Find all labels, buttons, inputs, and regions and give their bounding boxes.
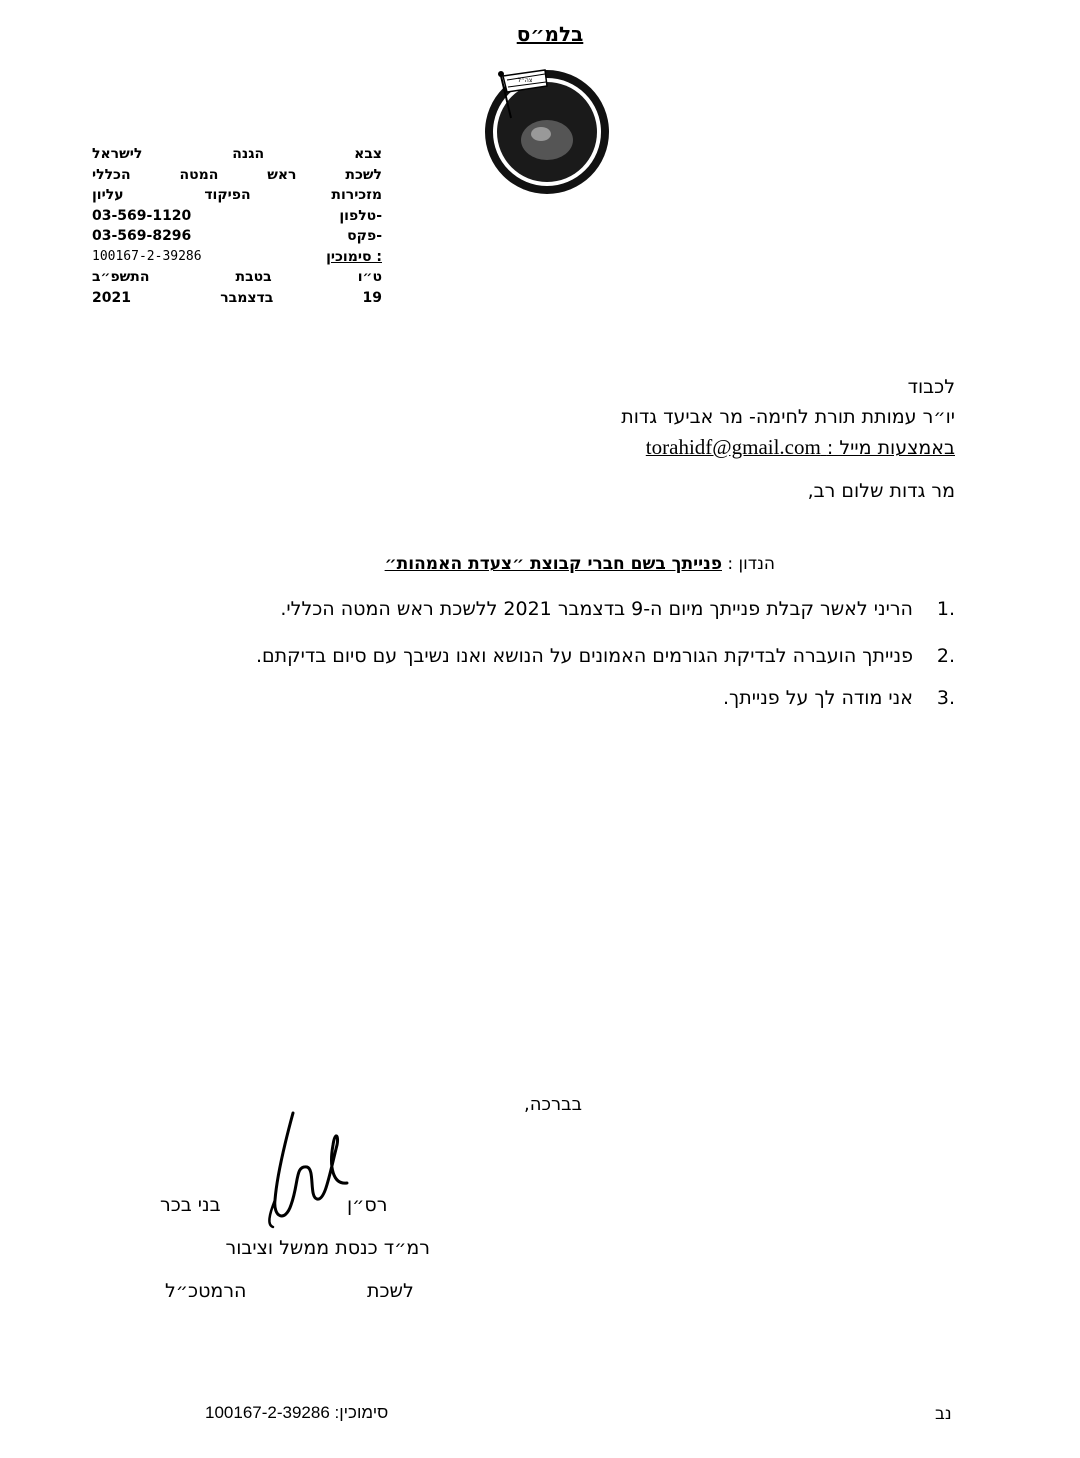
sender-row: [92, 144, 382, 165]
sender-cell: ראש: [267, 166, 297, 183]
paragraph-number: 2.: [936, 645, 955, 667]
greeting: מר גדות שלום רב,: [807, 480, 955, 502]
sender-cell: עליון: [92, 187, 124, 203]
paragraph-text: אני מודה לך על פנייתך.: [722, 687, 913, 709]
signatory-office-2: הרמטכ״ל: [165, 1280, 247, 1302]
email-address[interactable]: torahidf@gmail.com: [645, 435, 821, 459]
paragraph-1: [280, 598, 955, 620]
paragraph-text: פנייתך הועברה לבדיקת הגורמים האמונים על הנושא ואנו נשיבך עם סיום בדיקתם.: [256, 645, 913, 667]
paragraph-text: הריני לאשר קבלת פנייתך מיום ה-9 בדצמבר 2021 ללשכת ראש המטה הכללי.: [280, 598, 913, 620]
sender-cell: בדצמבר: [220, 289, 274, 306]
paragraph-3: [723, 687, 955, 709]
phone-number: 03-569-1120: [92, 207, 192, 224]
addressee-block: [455, 372, 955, 463]
sender-row: [92, 165, 382, 186]
classification-label: בלמ״ס: [516, 22, 584, 46]
fax-label: פקס-: [347, 228, 382, 244]
sender-cell: הגנה: [232, 146, 265, 162]
via-label: באמצעות מייל :: [826, 437, 955, 459]
subject-text: פנייתך בשם חברי קבוצת ״צעדת האמהות״: [384, 554, 722, 574]
emblem-logo: [475, 58, 615, 198]
sender-cell: 19: [362, 289, 382, 306]
sender-row-date: [92, 288, 382, 309]
subject-label: הנדון :: [727, 554, 775, 574]
paragraph-2: [256, 645, 955, 667]
paragraph-number: 3.: [936, 687, 955, 709]
sender-cell: ט״ו: [357, 269, 382, 285]
sender-cell: התשפ״ב: [92, 269, 150, 285]
sender-row-hebrew-date: [92, 267, 382, 288]
recipient-line: יו״ר עמותת תורת לחימה- מר אביעד גדות: [621, 406, 955, 428]
sender-cell: 2021: [92, 289, 131, 306]
sender-cell: צבא: [354, 146, 382, 162]
sender-block: [92, 144, 382, 308]
paragraph-number: 1.: [936, 598, 955, 620]
sender-cell: מזכירות: [331, 187, 382, 203]
sender-row-fax: [92, 226, 382, 247]
signatory-office-1: לשכת: [367, 1280, 414, 1302]
sender-cell: לישראל: [92, 146, 143, 162]
closing: בברכה,: [524, 1094, 582, 1115]
sender-row: [92, 185, 382, 206]
sender-row-reference: [92, 247, 382, 268]
sender-cell: בטבת: [235, 269, 272, 285]
sender-cell: הכללי: [92, 166, 131, 183]
svg-text:צה״ל: צה״ל: [517, 77, 533, 84]
phone-label: טלפון-: [339, 207, 382, 224]
signatory-rank: רס״ן: [347, 1194, 388, 1216]
reference-number: 100167-2-39286: [92, 248, 202, 264]
sender-row-phone: [92, 206, 382, 227]
salutation: לכבוד: [907, 376, 955, 398]
subject-line: [385, 554, 775, 574]
signatory-title: רמ״ד כנסת ממשל וציבור: [225, 1237, 430, 1259]
fax-number: 03-569-8296: [92, 228, 192, 244]
signatory-name: בני בכר: [160, 1194, 221, 1216]
sender-cell: לשכת: [345, 166, 382, 183]
via-email-line: [455, 432, 955, 463]
sender-cell: המטה: [179, 166, 219, 183]
sender-cell: הפיקוד: [204, 187, 251, 203]
footer-reference: סימוכין: 100167-2-39286: [205, 1403, 389, 1422]
reference-label: סימוכין :: [326, 248, 382, 265]
footer-initials: נב: [935, 1404, 952, 1424]
